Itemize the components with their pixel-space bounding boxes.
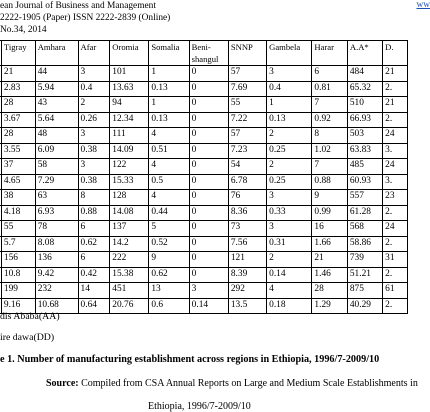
column-header: Amhara <box>35 41 78 66</box>
table-cell: 0 <box>189 143 228 159</box>
table-cell: 0.62 <box>149 267 189 283</box>
table-cell: 0.81 <box>312 81 347 97</box>
table-cell: 4 <box>149 190 189 206</box>
table-cell: 0 <box>189 159 228 175</box>
table-cell: 66.93 <box>347 112 382 128</box>
table-cell: 21 <box>383 66 408 82</box>
table-cell: 24 <box>383 159 408 175</box>
table-cell: 8.08 <box>35 236 78 252</box>
table-cell: 61.28 <box>347 205 382 221</box>
table-cell: 57 <box>228 66 266 82</box>
table-cell: 28 <box>1 97 35 113</box>
table-cell: 63 <box>35 190 78 206</box>
journal-link[interactable]: ww <box>416 0 430 10</box>
table-cell: 0.18 <box>267 298 312 314</box>
table-row <box>0 112 408 128</box>
table-cell: 38 <box>1 190 35 206</box>
table-cell: 122 <box>110 159 149 175</box>
table-cell: 137 <box>110 221 149 237</box>
table-cell: 2. <box>383 81 408 97</box>
table-cell: 14.09 <box>110 143 149 159</box>
table-cell: 222 <box>110 252 149 268</box>
table-cell: 0 <box>189 112 228 128</box>
table-cell: 10.8 <box>1 267 35 283</box>
table-cell: 0 <box>189 81 228 97</box>
table-cell: 8 <box>78 190 110 206</box>
source-line <box>46 378 418 389</box>
table-row <box>0 97 408 113</box>
table-cell: 0.99 <box>312 205 347 221</box>
table-cell: 37 <box>1 159 35 175</box>
table-cell: 24 <box>383 221 408 237</box>
table-cell: 51.21 <box>347 267 382 283</box>
table-cell: 7 <box>312 159 347 175</box>
table-cell: 3. <box>383 143 408 159</box>
table-cell: 156 <box>1 252 35 268</box>
table-cell: 6 <box>78 252 110 268</box>
column-header: Tigray <box>1 41 35 66</box>
table-cell: 2. <box>383 236 408 252</box>
table-cell: 5.7 <box>1 236 35 252</box>
table-cell: 1 <box>149 66 189 82</box>
table-cell: 8.36 <box>228 205 266 221</box>
table-cell: 7 <box>312 97 347 113</box>
table-cell: 0.13 <box>149 112 189 128</box>
column-header: D. <box>383 41 408 66</box>
table-cell: 4 <box>149 159 189 175</box>
table-cell: 2 <box>267 159 312 175</box>
table-cell: 5.94 <box>35 81 78 97</box>
table-cell: 0.51 <box>149 143 189 159</box>
table-row <box>0 66 408 82</box>
table-caption: e 1. Number of manufacturing establishment across regions in Ethiopia, 1996/7-2009/10 <box>0 354 380 365</box>
table-cell: 0 <box>189 190 228 206</box>
table-cell: 0.4 <box>267 81 312 97</box>
table-cell: 1 <box>149 97 189 113</box>
table-cell: 24 <box>383 128 408 144</box>
table-cell: 2. <box>383 298 408 314</box>
table-cell: 58 <box>35 159 78 175</box>
table-cell: 21 <box>312 252 347 268</box>
table-row <box>0 236 408 252</box>
column-header: Oromia <box>110 41 149 66</box>
table-cell: 20.76 <box>110 298 149 314</box>
table-cell: 7.23 <box>228 143 266 159</box>
table-cell: 101 <box>110 66 149 82</box>
table-cell: 136 <box>35 252 78 268</box>
table-cell: 16 <box>312 221 347 237</box>
table-cell: 0.52 <box>149 236 189 252</box>
table-cell: 0.88 <box>312 174 347 190</box>
table-cell: 2. <box>383 267 408 283</box>
table-cell: 1.46 <box>312 267 347 283</box>
table-cell: 14 <box>78 283 110 299</box>
table-cell: 94 <box>110 97 149 113</box>
table-cell: 232 <box>35 283 78 299</box>
table-cell: 292 <box>228 283 266 299</box>
table-cell: 0 <box>189 174 228 190</box>
table-cell: 0.42 <box>78 267 110 283</box>
note-addis-ababa: dis Ababa(AA) <box>0 311 60 322</box>
table-row <box>0 252 408 268</box>
source-text: Compiled from CSA Annual Reports on Large and Medium Scale Establishments in <box>78 378 418 389</box>
table-cell: 3 <box>78 66 110 82</box>
table-cell: 3 <box>78 128 110 144</box>
table-cell: 0 <box>189 205 228 221</box>
table-cell: 14.08 <box>110 205 149 221</box>
table-cell: 875 <box>347 283 382 299</box>
table-row <box>0 205 408 221</box>
table-cell: 7.69 <box>228 81 266 97</box>
table-cell: 13.5 <box>228 298 266 314</box>
table-cell: 76 <box>228 190 266 206</box>
table-cell: 54 <box>228 159 266 175</box>
table-cell: 0.38 <box>78 143 110 159</box>
table-row <box>0 221 408 237</box>
table-cell: 23 <box>383 190 408 206</box>
table-cell: 28 <box>1 128 35 144</box>
table-cell: 0.88 <box>78 205 110 221</box>
table-cell: 111 <box>110 128 149 144</box>
table-cell: 3.67 <box>1 112 35 128</box>
table-cell: 0.14 <box>267 267 312 283</box>
table-cell: 557 <box>347 190 382 206</box>
column-header: A.A* <box>347 41 382 66</box>
source-label: Source: <box>46 378 79 389</box>
table-cell: 63.83 <box>347 143 382 159</box>
establishment-table <box>0 40 408 314</box>
table-cell: 31 <box>383 252 408 268</box>
table-cell: 4.65 <box>1 174 35 190</box>
table-cell: 0.92 <box>312 112 347 128</box>
table-cell: 21 <box>1 66 35 82</box>
table-cell: 15.33 <box>110 174 149 190</box>
table-row <box>0 190 408 206</box>
table-cell: 0.38 <box>78 174 110 190</box>
table-cell: 6 <box>312 66 347 82</box>
table-row <box>0 159 408 175</box>
table-cell: 0.13 <box>267 112 312 128</box>
table-cell: 0 <box>189 236 228 252</box>
table-cell: 0.62 <box>78 236 110 252</box>
table-cell: 0 <box>189 267 228 283</box>
table-cell: 9 <box>312 190 347 206</box>
table-cell: 485 <box>347 159 382 175</box>
table-cell: 5 <box>149 221 189 237</box>
table-row <box>0 267 408 283</box>
table-cell: 2. <box>383 205 408 221</box>
table-cell: 2 <box>78 97 110 113</box>
table-cell: 55 <box>228 97 266 113</box>
table-cell: 10.68 <box>35 298 78 314</box>
table-cell: 9.16 <box>1 298 35 314</box>
table-cell: 7.29 <box>35 174 78 190</box>
issn-line: 2222-1905 (Paper) ISSN 2222-2839 (Online) <box>0 13 171 23</box>
table-cell: 4.18 <box>1 205 35 221</box>
table-cell: 9 <box>149 252 189 268</box>
column-header: Harar <box>312 41 347 66</box>
table-cell: 0.14 <box>189 298 228 314</box>
table-row <box>0 174 408 190</box>
journal-title: ean Journal of Business and Management <box>0 1 156 11</box>
table-cell: 15.38 <box>110 267 149 283</box>
table-cell: 0 <box>189 221 228 237</box>
table-cell: 484 <box>347 66 382 82</box>
table-cell: 12.34 <box>110 112 149 128</box>
table-cell: 0 <box>189 97 228 113</box>
table-cell: 0.5 <box>149 174 189 190</box>
table-cell: 568 <box>347 221 382 237</box>
table-cell: 0 <box>189 66 228 82</box>
source-line-2: Ethiopia, 1996/7-2009/10 <box>148 401 251 412</box>
table-cell: 0.6 <box>149 298 189 314</box>
table-cell: 0.44 <box>149 205 189 221</box>
table-cell: 40.29 <box>347 298 382 314</box>
table-cell: 0.25 <box>267 143 312 159</box>
table-cell: 121 <box>228 252 266 268</box>
table-cell: 1.29 <box>312 298 347 314</box>
table-cell: 13.63 <box>110 81 149 97</box>
table-header-row <box>0 41 408 66</box>
table-cell: 2 <box>267 252 312 268</box>
table-cell: 5.64 <box>35 112 78 128</box>
column-header: Beni- shangul <box>189 41 228 66</box>
table-cell: 2 <box>267 128 312 144</box>
table-cell: 0.31 <box>267 236 312 252</box>
table-cell: 13 <box>149 283 189 299</box>
table-cell: 61 <box>383 283 408 299</box>
table-cell: 73 <box>228 221 266 237</box>
table-cell: 3 <box>78 159 110 175</box>
table-cell: 0 <box>189 252 228 268</box>
table-cell: 503 <box>347 128 382 144</box>
table-cell: 7.22 <box>228 112 266 128</box>
table-cell: 3 <box>267 190 312 206</box>
table-cell: 3. <box>383 174 408 190</box>
table-cell: 65.32 <box>347 81 382 97</box>
table-cell: 3 <box>189 283 228 299</box>
table-cell: 0.26 <box>78 112 110 128</box>
table-cell: 3.55 <box>1 143 35 159</box>
table-cell: 6.93 <box>35 205 78 221</box>
table-cell: 2. <box>383 112 408 128</box>
table-row <box>0 143 408 159</box>
issue-line: No.34, 2014 <box>0 25 47 35</box>
table-cell: 6.78 <box>228 174 266 190</box>
table-cell: 0.25 <box>267 174 312 190</box>
table-cell: 3 <box>267 66 312 82</box>
table-cell: 58.86 <box>347 236 382 252</box>
table-cell: 43 <box>35 97 78 113</box>
table-cell: 739 <box>347 252 382 268</box>
table-cell: 8 <box>312 128 347 144</box>
column-header: SNNP <box>228 41 266 66</box>
table-cell: 1.66 <box>312 236 347 252</box>
table-cell: 3 <box>267 221 312 237</box>
table-cell: 4 <box>149 128 189 144</box>
table-cell: 0.33 <box>267 205 312 221</box>
table-cell: 199 <box>1 283 35 299</box>
table-cell: 6 <box>78 221 110 237</box>
table-cell: 451 <box>110 283 149 299</box>
note-dire-dawa: ire dawa(DD) <box>0 332 55 343</box>
table-cell: 55 <box>1 221 35 237</box>
table-cell: 48 <box>35 128 78 144</box>
table-cell: 21 <box>383 97 408 113</box>
table-cell: 1.02 <box>312 143 347 159</box>
table-cell: 57 <box>228 128 266 144</box>
table-row <box>0 283 408 299</box>
table-cell: 0 <box>189 128 228 144</box>
table-cell: 8.39 <box>228 267 266 283</box>
table-row <box>0 81 408 97</box>
column-header: Afar <box>78 41 110 66</box>
table-cell: 2.83 <box>1 81 35 97</box>
table-cell: 0.4 <box>78 81 110 97</box>
table-cell: 510 <box>347 97 382 113</box>
table-cell: 4 <box>267 283 312 299</box>
table-cell: 1 <box>267 97 312 113</box>
table-cell: 44 <box>35 66 78 82</box>
table-cell: 7.56 <box>228 236 266 252</box>
table-cell: 6.09 <box>35 143 78 159</box>
table-cell: 128 <box>110 190 149 206</box>
table-cell: 60.93 <box>347 174 382 190</box>
table-cell: 78 <box>35 221 78 237</box>
table-row <box>0 128 408 144</box>
table-cell: 28 <box>312 283 347 299</box>
column-header: Somalia <box>149 41 189 66</box>
table-cell: 14.2 <box>110 236 149 252</box>
table-cell: 0.64 <box>78 298 110 314</box>
table-cell: 9.42 <box>35 267 78 283</box>
column-header: Gambela <box>267 41 312 66</box>
table-cell: 0.13 <box>149 81 189 97</box>
table-row <box>0 298 408 314</box>
